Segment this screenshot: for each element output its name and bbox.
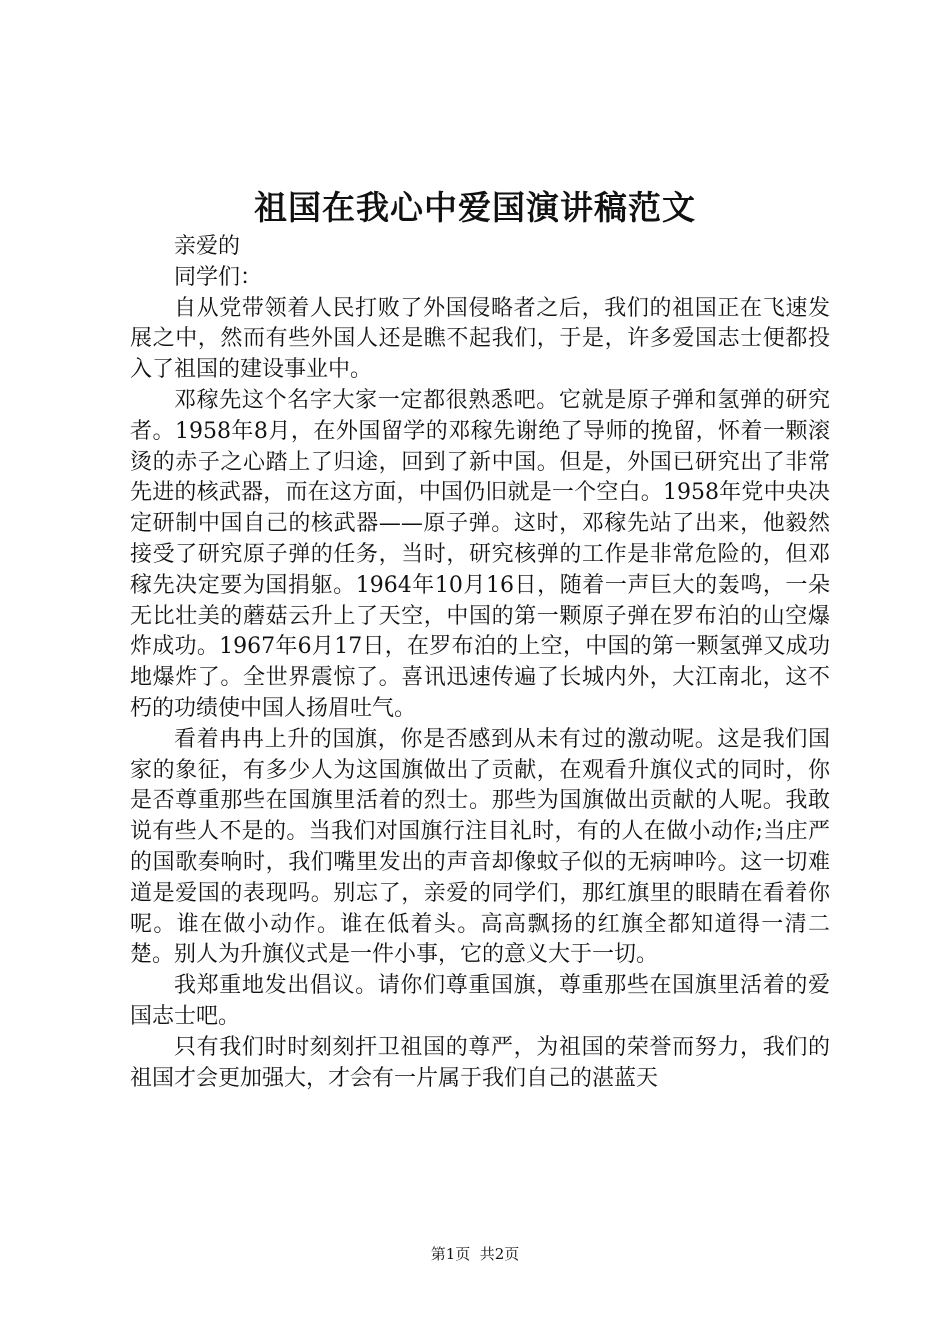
salutation-line-1: 亲爱的 <box>174 234 241 259</box>
document-title: 祖国在我心中爱国演讲稿范文 <box>254 188 696 227</box>
paragraph-2: 邓稼先这个名字大家一定都很熟悉吧。它就是原子弹和氢弹的研究者。1958年8月，在外国留学的邓稼先谢绝了导师的挽留，怀着一颗滚烫的赤子之心踏上了归途，回到了新中国。但是，外国已研究出了非常先进的核武器，而在这方面，中国仍旧就是一个空白。1958年党中央决定研制中国自己的核武器——原子弹。这时，邓稼先站了出来，他毅然接受了研究原子弹的任务，当时，研究核弹的工作是非常危险的，但邓稼先决定要为国捐躯。1964年10月16日，随着一声巨大的轰鸣，一朵无比壮美的蘑菇云升上了天空，中国的第一颗原子弹在罗布泊的山空爆炸成功。1967年6月17日，在罗布泊的上空，中国的第一颗氢弹又成功地爆炸了。全世界震惊了。喜讯迅速传遍了长城内外，大江南北，这不朽的功绩使中国人扬眉吐气。 <box>130 387 830 721</box>
page-number-footer: 第1页 共2页 <box>430 1245 520 1263</box>
paragraph-3: 看着冉冉上升的国旗，你是否感到从未有过的激动呢。这是我们国家的象征，有多少人为这国旗做出了贡献，在观看升旗仪式的同时，你是否尊重那些在国旗里活着的烈士。那些为国旗做出贡献的人呢。我敢说有些人不是的。当我们对国旗行注目礼时，有的人在做小动作;当庄严的国歌奏响时，我们嘴里发出的声音却像蚊子似的无病呻吟。这一切难道是爱国的表现吗。别忘了，亲爱的同学们，那红旗里的眼睛在看着你呢。谁在做小动作。谁在低着头。高高飘扬的红旗全都知道得一清二楚。别人为升旗仪式是一件小事，它的意义大于一切。 <box>130 726 830 968</box>
paragraph-4: 我郑重地发出倡议。请你们尊重国旗，尊重那些在国旗里活着的爱国志士吧。 <box>130 973 830 1029</box>
paragraph-5: 只有我们时时刻刻扞卫祖国的尊严，为祖国的荣誉而努力，我们的祖国才会更加强大，才会有一片属于我们自己的湛蓝天 <box>130 1034 830 1091</box>
salutation-line-2: 同学们： <box>174 264 263 290</box>
paragraph-1: 自从党带领着人民打败了外国侵略者之后，我们的祖国正在飞速发展之中，然而有些外国人还是瞧不起我们，于是，许多爱国志士便都投入了祖国的建设事业中。 <box>130 295 830 383</box>
document-body <box>130 232 830 1094</box>
